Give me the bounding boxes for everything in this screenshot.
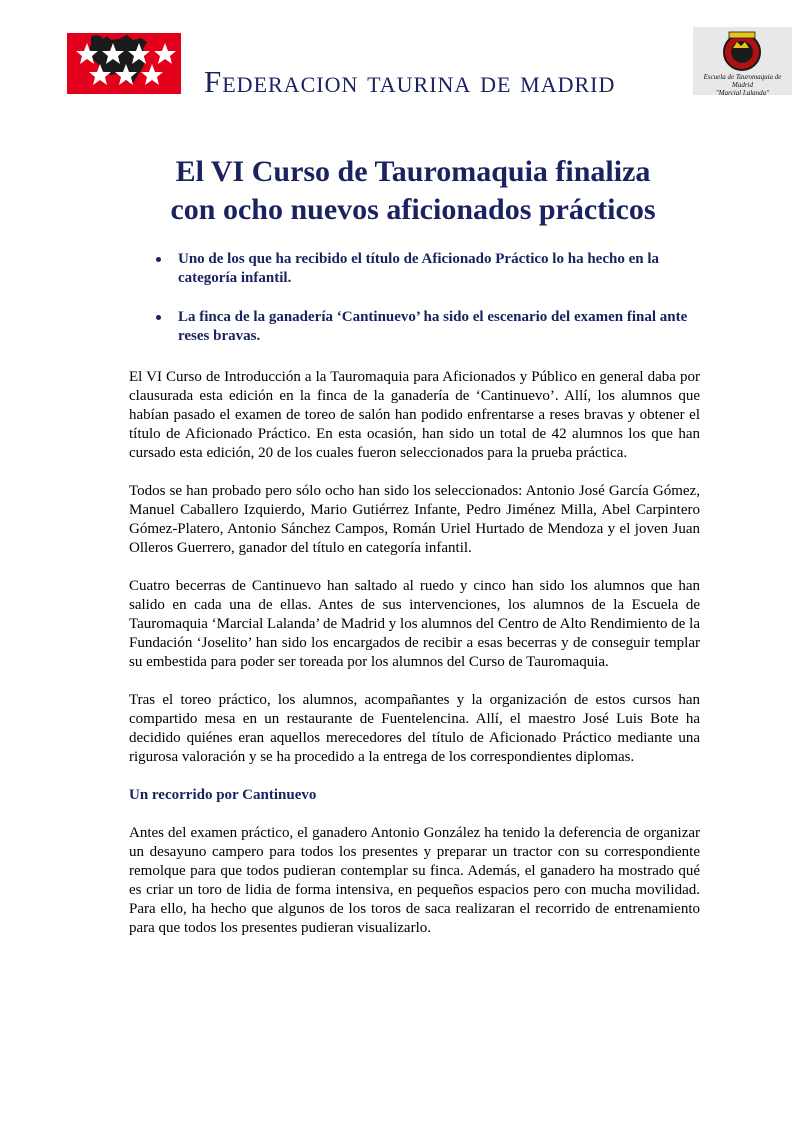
page-header [0,0,793,110]
flag-stars-icon [67,33,181,94]
bullet-dot-icon [156,315,161,320]
section-subheading: Un recorrido por Cantinuevo [129,787,317,803]
headline-line-2: con ocho nuevos aficionados prácticos [170,193,656,226]
school-logo-text [693,73,792,97]
school-logo-line2: "Marcial Lalanda" [715,89,770,97]
body-paragraph: Antes del examen práctico, el ganadero Antonio González ha tenido la deferencia de organizar un desayuno campero para todos los presentes y preparar un tractor con su correspondiente remolque para que todos pudieran contemplar su finca. Además, el ganadero ha mostrado qué es criar un toro de lidia de forma intensiva, en pequeños espacios pero con mucha movilidad. Para ello, ha hecho que algunos de los toros de saca realizaran el recorrido de entrenamiento para que todos los presentes pudieran visualizarlo. [129,825,700,936]
bullet-text: Uno de los que ha recibido el título de Aficionado Práctico lo ha hecho en la categoría infantil. [178,251,659,286]
body-paragraph: Cuatro becerras de Cantinuevo han saltado al ruedo y cinco han sido los alumnos que han salido en cada una de ellas. Antes de sus intervenciones, los alumnos de la Escuela de Tauromaquia ‘Marcial Lalanda’ de Madrid y los alumnos del Centro de Alto Rendimiento de la Fundación ‘Joselito’ han sido los encargados de recibir a esas becerras y de conseguir templar su embestida para poder ser toreada por los alumnos del Curso de Tauromaquia. [129,578,701,670]
summary-bullet [150,308,700,346]
article-body [129,368,700,957]
body-paragraph: Todos se han probado pero sólo ocho han sido los seleccionados: Antonio José García Gómez, Manuel Caballero Izquierdo, Mario Gutiérrez Infante, Pedro Jiménez Milla, Abel Carpintero Gómez-Platero, Antonio Sánchez Campos, Román Uriel Hurtado de Mendoza y el joven Juan Olleros Guerrero, ganador del título en categoría infantil. [129,483,700,556]
summary-bullets [150,250,700,366]
school-logo-line1: Escuela de Tauromaquia de Madrid [703,73,782,89]
summary-bullet [150,250,700,288]
bullet-text: La finca de la ganadería ‘Cantinuevo’ ha sido el escenario del examen final ante reses bravas. [178,309,688,344]
body-paragraph: Tras el toreo práctico, los alumnos, acompañantes y la organización de estos cursos han compartido mesa en un restaurante de Fuentelencina. Allí, el maestro José Luis Bote ha decidido quiénes eran aquellos merecedores del título de Aficionado Práctico mediante una rigurosa valoración y se ha procedido a la entrega de los correspondientes diplomas. [129,692,700,765]
bullet-dot-icon [156,257,161,262]
headline-line-1: El VI Curso de Tauromaquia finaliza [175,155,651,188]
body-paragraph: El VI Curso de Introducción a la Tauromaquia para Aficionados y Público en general daba por clausurada esta edición en la finca de la ganadería de ‘Cantinuevo’. Allí, los alumnos que habían pasado el examen de toreo de salón han podido enfrentarse a reses bravas y obtener el título de Aficionado Práctico. En esta ocasión, han sido un total de 42 alumnos los que han cursado esta edición, 20 de los cuales fueron seleccionados para la prueba práctica. [129,369,700,461]
article-headline [100,153,726,229]
school-emblem-icon [719,30,765,72]
school-logo [693,27,792,95]
madrid-flag-logo [67,33,181,94]
federation-title: Federacion taurina de madrid [204,64,616,99]
